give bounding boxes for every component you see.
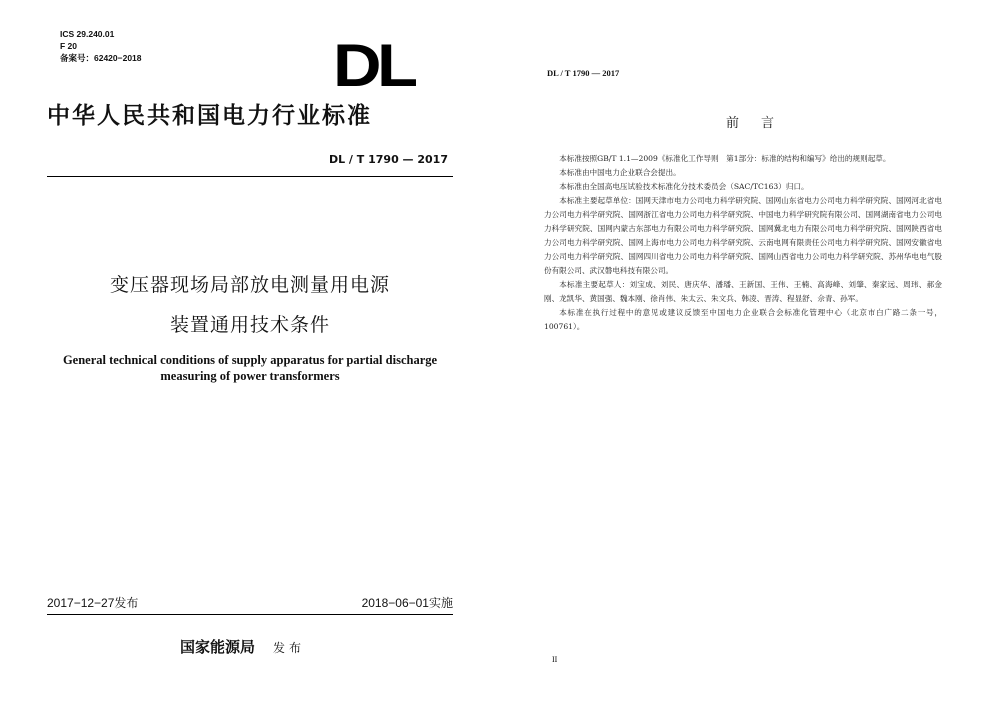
ics-code: ICS 29.240.01 xyxy=(60,29,115,39)
paragraph: 本标准主要起草单位：国网天津市电力公司电力科学研究院、国网山东省电力公司电力科学研究院、国网河北省电力公司电力科学研究院、国网浙江省电力公司电力科学研究院、中国电力科学研究院有限公司、国网湖南省电力公司电力科学研究院、国网内蒙古东部电力有限公司电力科学研究院、国网冀北电力有限公司电力科学研究院、国网陕西省电力公司电力科学研究院、国网上海市电力公司电力科学研究院、云南电网有限责任公司电力科学研究院、国网安徽省电力公司电力科学研究院、国网四川省电力公司电力科学研究院、国网山西省电力公司电力科学研究院、苏州华电电气股份有限公司、武汉磐电科技有限公司。 xyxy=(544,196,942,275)
page-number: II xyxy=(552,655,558,664)
ccs-code: F 20 xyxy=(60,41,78,51)
paragraph: 本标准按照GB/T 1.1—2009《标准化工作导则 第1部分：标准的结构和编写》给出的规则起草。 xyxy=(559,154,891,163)
issue-word: 发布 xyxy=(273,641,306,655)
issuer xyxy=(180,636,305,657)
title-zh-line2: 装置通用技术条件 xyxy=(169,314,330,336)
dl-logo: DL xyxy=(333,32,414,99)
record-number: 备案号：62420−2018 xyxy=(60,53,142,63)
paragraph: 本标准由中国电力企业联合会提出。 xyxy=(559,168,681,177)
effective-date: 2018−06−01实施 xyxy=(361,596,453,610)
header-divider xyxy=(47,176,453,177)
running-header: DL / T 1790 — 2017 xyxy=(547,68,620,78)
foreword-body xyxy=(544,152,942,334)
foreword-page xyxy=(500,0,1000,709)
title-zh-line1: 变压器现场局部放电测量用电源 xyxy=(109,274,390,296)
issue-date: 2017−12−27发布 xyxy=(47,596,139,610)
standard-code: DL / T 1790 — 2017 xyxy=(328,153,448,166)
paragraph: 本标准主要起草人：刘宝成、刘民、唐庆华、潘璠、王新国、王伟、王楠、高海峰、刘肇、秦家远、周玮、郝金刚、龙凯华、黄国强、魏本刚、徐肖伟、朱太云、朱文兵、韩凌、晋涛、程显舒、佘青、孙军。 xyxy=(544,280,942,303)
paragraph: 本标准由全国高电压试验技术标准化分技术委员会（SAC/TC163）归口。 xyxy=(559,182,809,191)
footer-divider xyxy=(47,614,453,615)
paragraph: 本标准在执行过程中的意见或建议反馈至中国电力企业联合会标准化管理中心（北京市白广路二条一号，100761）。 xyxy=(544,308,942,331)
standard-name: 中华人民共和国电力行业标准 xyxy=(47,102,372,129)
title-en-line1: General technical conditions of supply apparatus for partial discharge xyxy=(62,353,438,367)
foreword-title: 前言 xyxy=(725,116,796,131)
issuer-name: 国家能源局 xyxy=(180,638,256,656)
title-en-line2: measuring of power transformers xyxy=(160,369,340,383)
classification-block xyxy=(60,28,142,64)
